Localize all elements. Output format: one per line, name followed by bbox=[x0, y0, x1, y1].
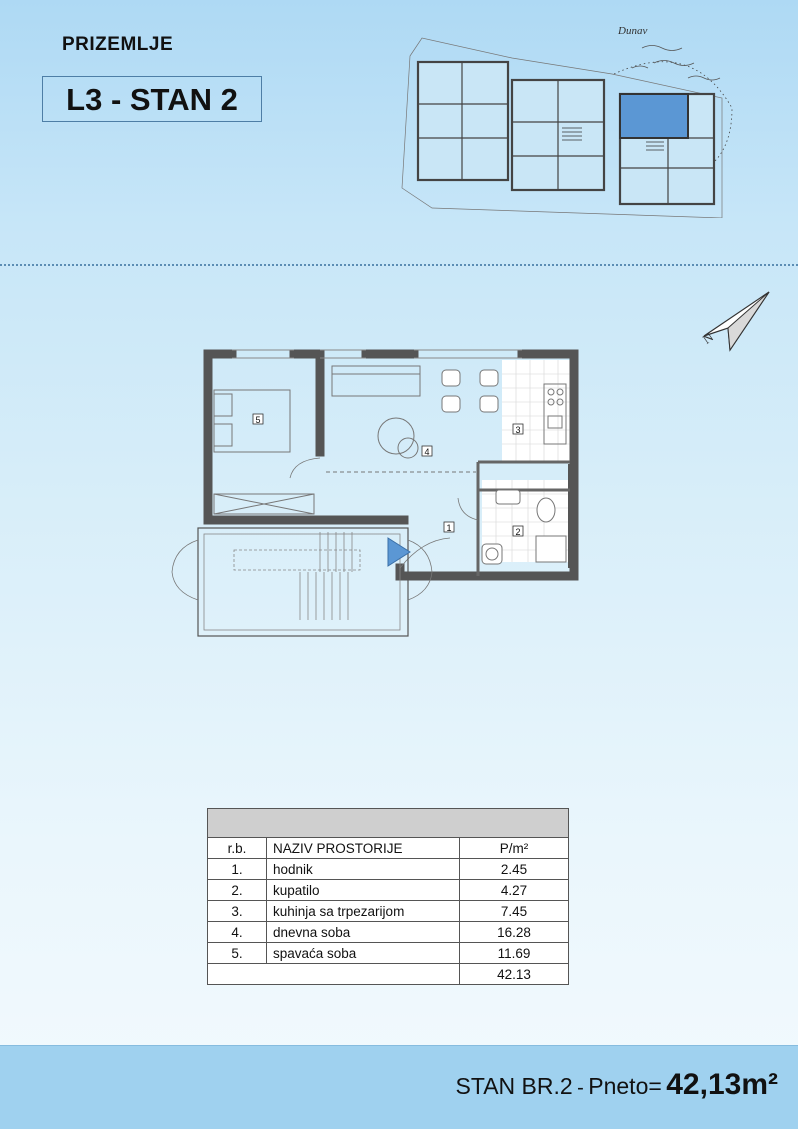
row-no: 5. bbox=[208, 943, 267, 964]
kitchen-tiles bbox=[502, 360, 574, 462]
apartment-title: L3 - STAN 2 bbox=[42, 76, 262, 122]
table-total-row bbox=[208, 964, 569, 985]
table-header-row bbox=[208, 838, 569, 859]
row-area: 7.45 bbox=[460, 901, 569, 922]
total-area: 42.13 bbox=[460, 964, 569, 985]
floor-plan bbox=[160, 340, 590, 640]
row-area: 2.45 bbox=[460, 859, 569, 880]
row-name: spavaća soba bbox=[267, 943, 460, 964]
net-area-value: 42,13m² bbox=[666, 1068, 778, 1101]
row-name: hodnik bbox=[267, 859, 460, 880]
row-no: 4. bbox=[208, 922, 267, 943]
room-marker-5: 5 bbox=[255, 415, 261, 425]
col-header-area: P/m² bbox=[460, 838, 569, 859]
table-row bbox=[208, 880, 569, 901]
row-area: 4.27 bbox=[460, 880, 569, 901]
dining-set bbox=[442, 370, 498, 412]
apartment-entrance-icon bbox=[388, 538, 410, 566]
table-row bbox=[208, 943, 569, 964]
footer-separator: - bbox=[577, 1077, 584, 1099]
bedroom-furniture bbox=[214, 390, 314, 514]
table-header-bar bbox=[208, 809, 569, 838]
table-row bbox=[208, 901, 569, 922]
bath-door-swing bbox=[458, 498, 478, 520]
net-area-label: Pneto= bbox=[588, 1073, 662, 1099]
row-area: 16.28 bbox=[460, 922, 569, 943]
room-marker-1: 1 bbox=[446, 523, 452, 533]
col-header-name: NAZIV PROSTORIJE bbox=[267, 838, 460, 859]
row-area: 11.69 bbox=[460, 943, 569, 964]
row-name: dnevna soba bbox=[267, 922, 460, 943]
table-row bbox=[208, 922, 569, 943]
room-marker-2: 2 bbox=[515, 527, 521, 537]
room-marker-4: 4 bbox=[424, 447, 430, 457]
stair-treads bbox=[234, 532, 360, 620]
river-label: Dunav bbox=[618, 25, 648, 37]
row-name: kuhinja sa trpezarijom bbox=[267, 901, 460, 922]
floor-label: PRIZEMLJE bbox=[62, 34, 174, 55]
table-row bbox=[208, 859, 569, 880]
apartment-number: STAN BR.2 bbox=[455, 1073, 573, 1099]
row-name: kupatilo bbox=[267, 880, 460, 901]
site-key-plan bbox=[392, 18, 752, 218]
highlighted-apartment bbox=[620, 94, 688, 138]
col-header-no: r.b. bbox=[208, 838, 267, 859]
north-arrow bbox=[684, 288, 774, 358]
section-divider bbox=[0, 264, 798, 266]
footer-summary bbox=[456, 1068, 778, 1102]
row-no: 3. bbox=[208, 901, 267, 922]
row-no: 1. bbox=[208, 859, 267, 880]
room-marker-3: 3 bbox=[515, 425, 521, 435]
stairwell bbox=[198, 528, 408, 636]
room-area-table bbox=[207, 808, 569, 985]
north-label: N bbox=[699, 329, 717, 347]
row-no: 2. bbox=[208, 880, 267, 901]
bedroom-door-swing bbox=[290, 458, 320, 478]
